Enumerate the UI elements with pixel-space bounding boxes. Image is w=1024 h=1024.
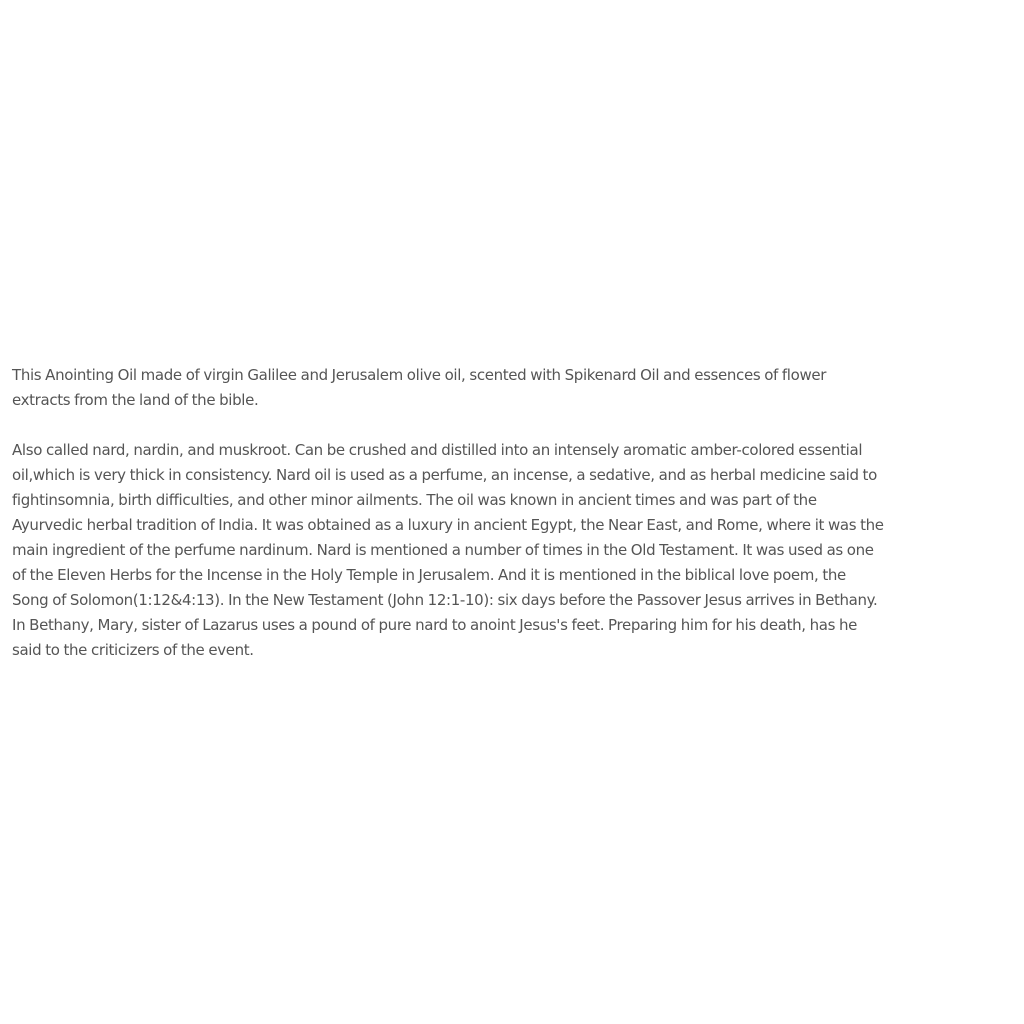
product-description	[12, 363, 1016, 663]
details-paragraph: Also called nard, nardin, and muskroot. Can be crushed and distilled into an intensely aromatic amber-colored essential oil,which is very thick in consistency. Nard oil is used as a perfume, an incense, a sedative, and as herbal medicine said to fightinsomnia, birth difficulties, and other minor ailments. The oil was known in ancient times and was part of the Ayurvedic herbal tradition of India. It was obtained as a luxury in ancient Egypt, the Near East, and Rome, where it was the main ingredient of the perfume nardinum. Nard is mentioned a number of times in the Old Testament. It was used as one of the Eleven Herbs for the Incense in the Holy Temple in Jerusalem. And it is mentioned in the biblical love poem, the Song of Solomon(1:12&4:13). In the New Testament (John 12:1-10): six days before the Passover Jesus arrives in Bethany. In Bethany, Mary, sister of Lazarus uses a pound of pure nard to anoint Jesus's feet. Preparing him for his death, has he said to the criticizers of the event.	[12, 441, 884, 659]
intro-paragraph: This Anointing Oil made of virgin Galilee and Jerusalem olive oil, scented with Spikenard Oil and essences of flower extracts from the land of the bible.	[12, 366, 827, 409]
